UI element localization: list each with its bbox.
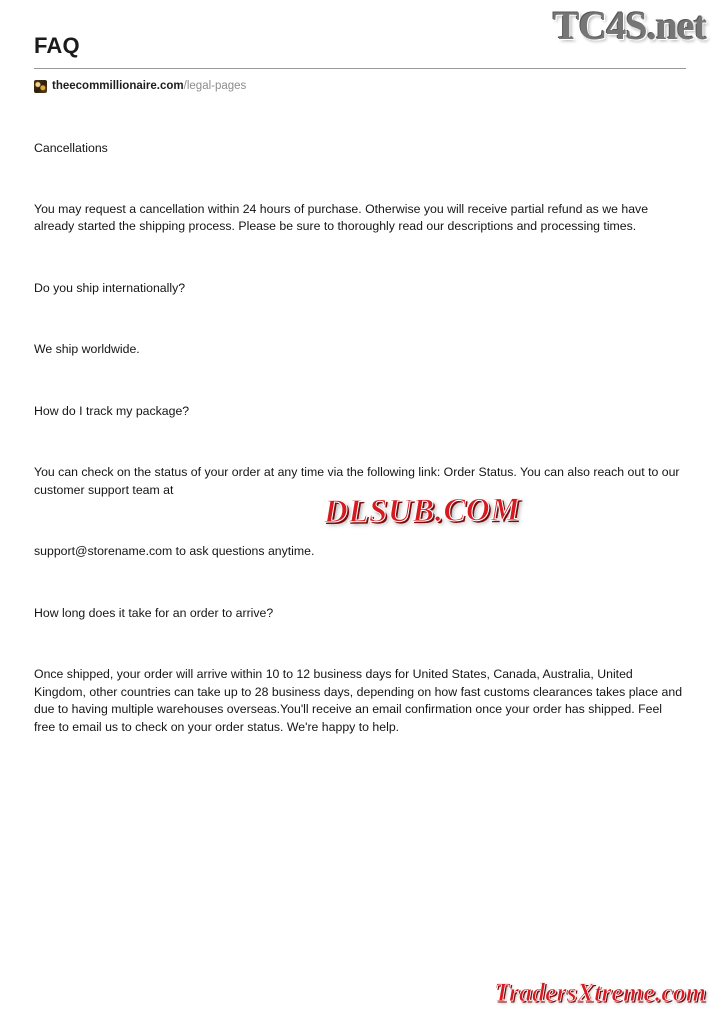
section-title-cancellations: Cancellations [34, 141, 108, 155]
answer-delivery-time: Once shipped, your order will arrive within 10 to 12 business days for United States, Canada, Australia, United Kingdom, other countries can take up to 28 business days, depending on how fast customs clearances takes place and due to having multiple warehouses overseas.You'll receive an email confirmation once your order has shipped. Feel free to email us to check on your order status. We're happy to help. [34, 667, 683, 734]
page-title: FAQ [34, 33, 80, 58]
header-divider [34, 68, 686, 69]
spacer [34, 297, 686, 341]
spacer [34, 236, 686, 280]
page-header [34, 34, 686, 93]
spacer [34, 420, 686, 464]
breadcrumb-path[interactable]: /legal-pages [183, 80, 247, 93]
spacer [34, 561, 686, 605]
watermark-center: DLSUB.COM [323, 491, 521, 531]
breadcrumb-domain[interactable]: theecommillionaire.com [52, 80, 184, 93]
watermark-top-right: TC4S.net [552, 3, 706, 48]
document-body [34, 140, 686, 736]
support-email-line[interactable]: support@storename.com to ask questions anytime. [34, 544, 315, 558]
question-delivery-time: How long does it take for an order to arrive? [34, 605, 274, 620]
answer-track-package: You can check on the status of your order at any time via the following link: Order Status. You can also reach out to our customer support team at [34, 465, 680, 497]
breadcrumb[interactable] [34, 79, 686, 93]
answer-international-shipping: We ship worldwide. [34, 342, 140, 356]
watermark-bottom-right: TradersXtreme.com [493, 978, 706, 1007]
spacer [34, 158, 686, 201]
question-track-package: How do I track my package? [34, 403, 190, 418]
paragraph-cancellation-policy: You may request a cancellation within 24 hours of purchase. Otherwise you will receive partial refund as we have already started the shipping process. Please be sure to thoroughly read our descriptions and processing times. [34, 201, 649, 233]
spacer [34, 359, 686, 403]
question-international-shipping: Do you ship internationally? [34, 280, 186, 295]
spacer [34, 622, 686, 666]
site-favicon-icon [34, 80, 47, 93]
